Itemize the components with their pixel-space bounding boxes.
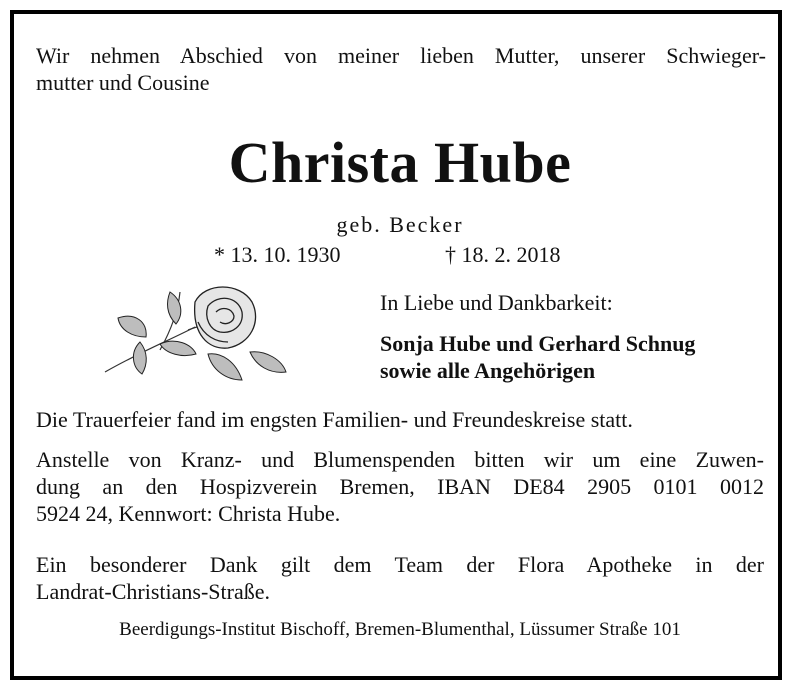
birth-date: * 13. 10. 1930 (214, 242, 341, 267)
thanks-notice (36, 551, 764, 605)
funeral-home: Beerdigungs-Institut Bischoff, Bremen-Blumenthal, Lüssumer Straße 101 (119, 619, 681, 640)
birth-name: geb. Becker (336, 212, 464, 237)
donation-notice (36, 446, 764, 527)
survivors-line-1: Sonja Hube und Gerhard Schnug (380, 331, 696, 356)
rose-icon (100, 282, 300, 392)
intro-text (36, 42, 766, 96)
deceased-name: Christa Hube (228, 130, 572, 195)
survivors-line-2: sowie alle Angehörigen (380, 358, 596, 383)
death-date: † 18. 2. 2018 (445, 242, 561, 267)
thanks-line: In Liebe und Dankbarkeit: (380, 290, 613, 315)
donation-line-1: Anstelle von Kranz- und Blumenspenden bitten wir um eine Zuwen- (36, 447, 764, 472)
thanks-notice-line-1: Ein besonderer Dank gilt dem Team der Flora Apotheke in der (36, 552, 764, 577)
intro-line-1: Wir nehmen Abschied von meiner lieben Mutter, unserer Schwieger- (36, 43, 766, 68)
intro-line-2: mutter und Cousine (36, 70, 210, 95)
donation-line-3: 5924 24, Kennwort: Christa Hube. (36, 501, 341, 526)
thanks-notice-line-2: Landrat-Christians-Straße. (36, 579, 270, 604)
donation-line-2: dung an den Hospizverein Bremen, IBAN DE84 2905 0101 0012 (36, 474, 764, 499)
survivors (380, 330, 695, 384)
funeral-notice: Die Trauerfeier fand im engsten Familien- und Freundeskreise statt. (36, 407, 633, 432)
